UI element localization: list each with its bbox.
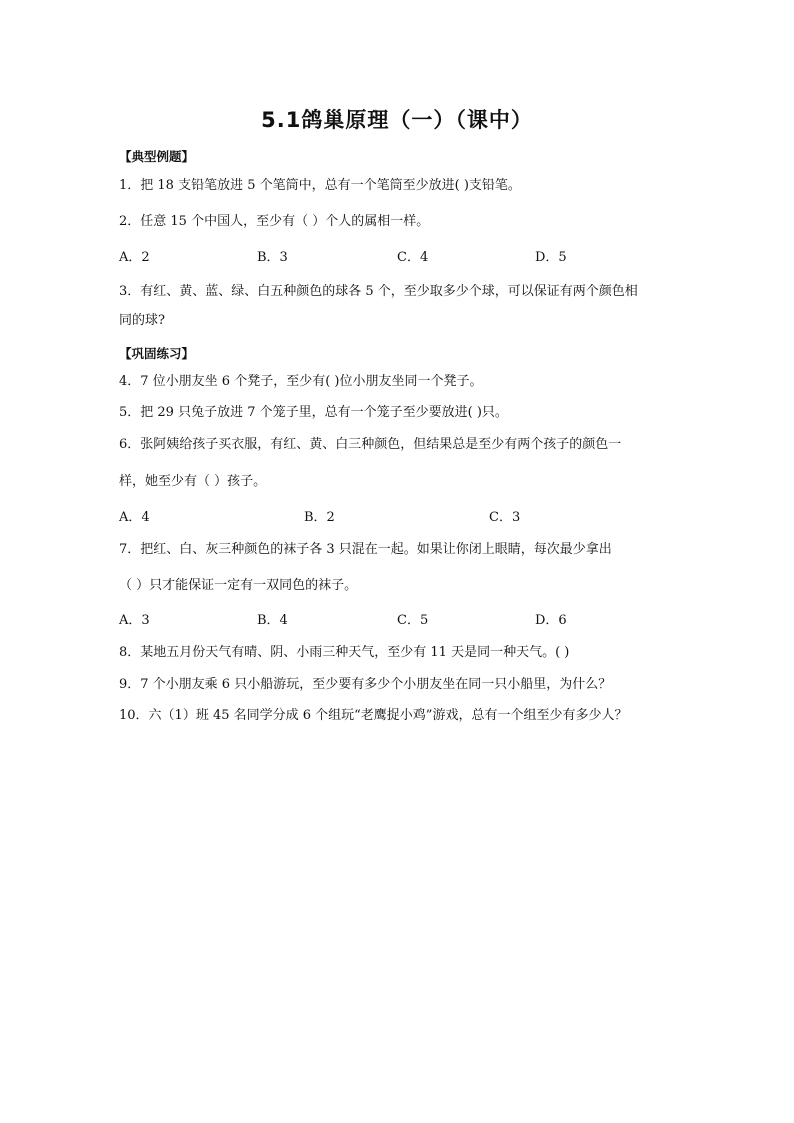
- page-title: 5.1鸽巢原理（一）（课中）: [261, 108, 533, 132]
- q7-option-d: D．6: [535, 613, 567, 628]
- question-8: 8．某地五月份天气有晴、阴、小雨三种天气，至少有 11 天是同一种天气。( ): [119, 645, 570, 660]
- q2-option-a: A．2: [119, 250, 150, 265]
- q2-option-c: C．4: [397, 250, 429, 265]
- question-3-line-2: 同的球?: [119, 313, 165, 328]
- question-7-line-1: 7．把红、白、灰三种颜色的袜子各 3 只混在一起。如果让你闭上眼睛，每次最少拿出: [119, 542, 612, 557]
- q6-option-c: C．3: [489, 510, 521, 525]
- q2-option-d: D．5: [535, 250, 567, 265]
- q6-option-b: B．2: [304, 510, 335, 525]
- question-7-line-2: （ ）只才能保证一定有一双同色的袜子。: [119, 578, 358, 593]
- question-5: 5．把 29 只兔子放进 7 个笼子里，总有一个笼子至少要放进( )只。: [119, 405, 508, 420]
- section-heading-example: 【典型例题】: [119, 149, 195, 164]
- q6-option-a: A．4: [119, 510, 150, 525]
- question-6-line-2: 样，她至少有（ ）孩子。: [119, 474, 267, 489]
- question-1: 1．把 18 支铅笔放进 5 个笔筒中，总有一个笔筒至少放进( )支铅笔。: [119, 178, 521, 193]
- q7-option-a: A．3: [119, 613, 150, 628]
- question-2: 2．任意 15 个中国人，至少有（ ）个人的属相一样。: [119, 214, 430, 229]
- question-9: 9．7 个小朋友乘 6 只小船游玩，至少要有多少个小朋友坐在同一只小船里，为什么？: [119, 677, 612, 692]
- question-4: 4．7 位小朋友坐 6 个凳子，至少有( )位小朋友坐同一个凳子。: [119, 374, 483, 389]
- q2-option-b: B．3: [257, 250, 288, 265]
- question-3-line-1: 3．有红、黄、蓝、绿、白五种颜色的球各 5 个，至少取多少个球，可以保证有两个颜色相: [119, 284, 638, 299]
- section-heading-practice: 【巩固练习】: [119, 346, 195, 361]
- q7-option-b: B．4: [257, 613, 288, 628]
- q7-option-c: C．5: [397, 613, 429, 628]
- question-6-line-1: 6．张阿姨给孩子买衣服，有红、黄、白三种颜色，但结果总是至少有两个孩子的颜色一: [119, 437, 622, 452]
- question-10: 10．六（1）班 45 名同学分成 6 个组玩“老鹰捉小鸡”游戏，总有一个组至少有多少人？: [119, 708, 628, 723]
